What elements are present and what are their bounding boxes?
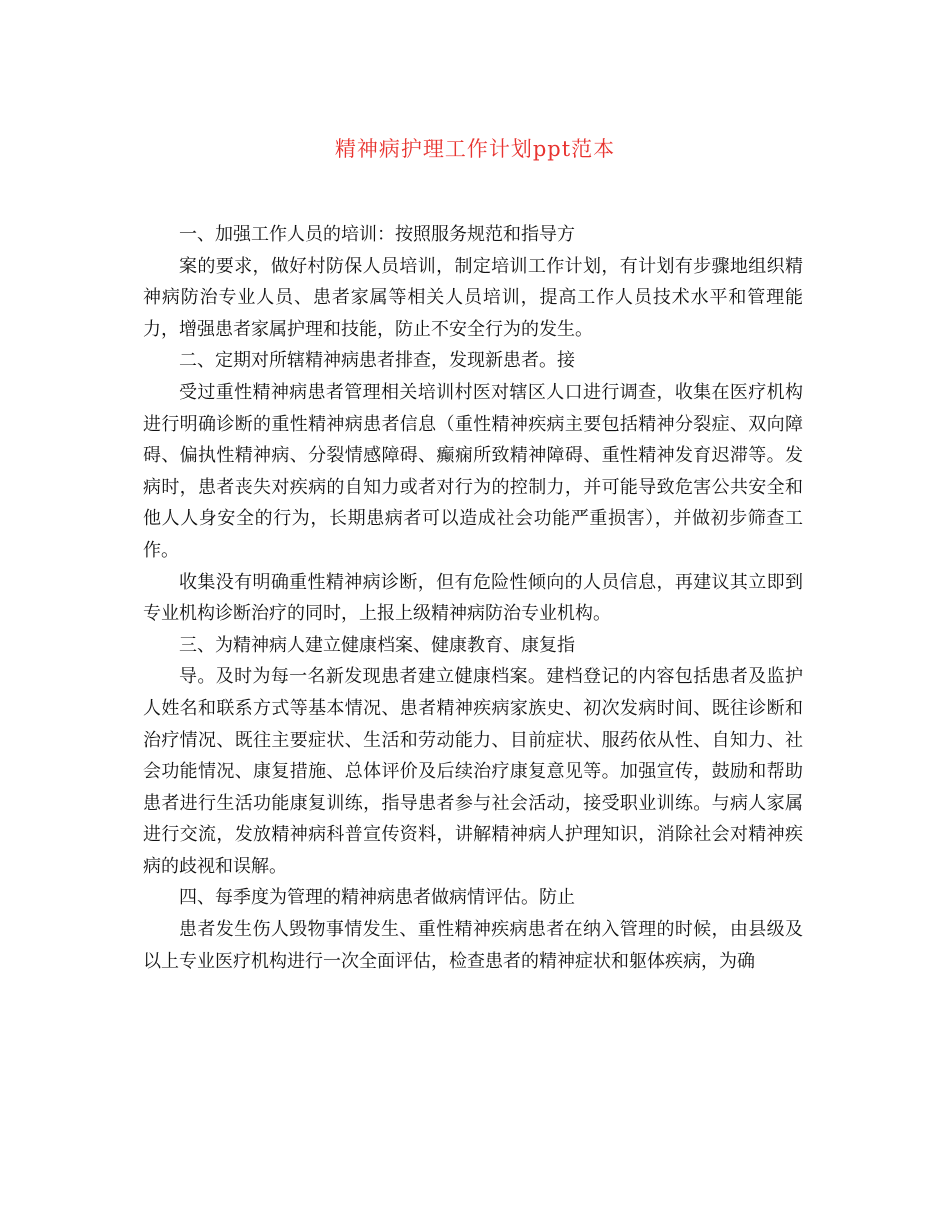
paragraph-9: 患者发生伤人毁物事情发生、重性精神疾病患者在纳入管理的时候，由县级及以上专业医疗机构进行一次全面评估，检查患者的精神症状和躯体疾病，为确 bbox=[143, 919, 803, 972]
document-title: 精神病护理工作计划ppt范本 bbox=[334, 137, 616, 161]
paragraph-6: 三、为精神病人建立健康档案、健康教育、康复指 bbox=[179, 634, 575, 656]
paragraph-7: 导。及时为每一名新发现患者建立健康档案。建档登记的内容包括患者及监护人姓名和联系方式等基本情况、患者精神疾病家族史、初次发病时间、既往诊断和治疗情况、既往主要症状、生活和劳动能力、目前症状、服药依从性、自知力、社会功能情况、康复措施、总体评价及后续治疗康复意见等。加强宣传，鼓励和帮助患者进行生活功能康复训练，指导患者参与社会活动，接受职业训练。与病人家属进行交流，发放精神病科普宣传资料，讲解精神病人护理知识，消除社会对精神疾病的歧视和误解。 bbox=[143, 666, 803, 877]
paragraph-2: 案的要求，做好村防保人员培训，制定培训工作计划，有计划有步骤地组织精神病防治专业人员、患者家属等相关人员培训，提高工作人员技术水平和管理能力，增强患者家属护理和技能，防止不安全行为的发生。 bbox=[143, 255, 803, 340]
paragraph-8: 四、每季度为管理的精神病患者做病情评估。防止 bbox=[179, 887, 575, 909]
paragraph-1: 一、加强工作人员的培训：按照服务规范和指导方 bbox=[179, 224, 575, 245]
paragraph-4: 受过重性精神病患者管理相关培训村医对辖区人口进行调查，收集在医疗机构进行明确诊断的重性精神病患者信息（重性精神疾病主要包括精神分裂症、双向障碍、偏执性精神病、分裂情感障碍、癫痫所致精神障碍、重性精神发育迟滞等。发病时，患者丧失对疾病的自知力或者对行为的控制力，并可能导致危害公共安全和他人人身安全的行为，长期患病者可以造成社会功能严重损害），并做初步筛查工作。 bbox=[143, 381, 803, 561]
paragraph-5: 收集没有明确重性精神病诊断，但有危险性倾向的人员信息，再建议其立即到专业机构诊断治疗的同时，上报上级精神病防治专业机构。 bbox=[143, 571, 803, 625]
paragraph-3: 二、定期对所辖精神病患者排查，发现新患者。接 bbox=[179, 350, 575, 372]
document-body bbox=[143, 219, 803, 977]
